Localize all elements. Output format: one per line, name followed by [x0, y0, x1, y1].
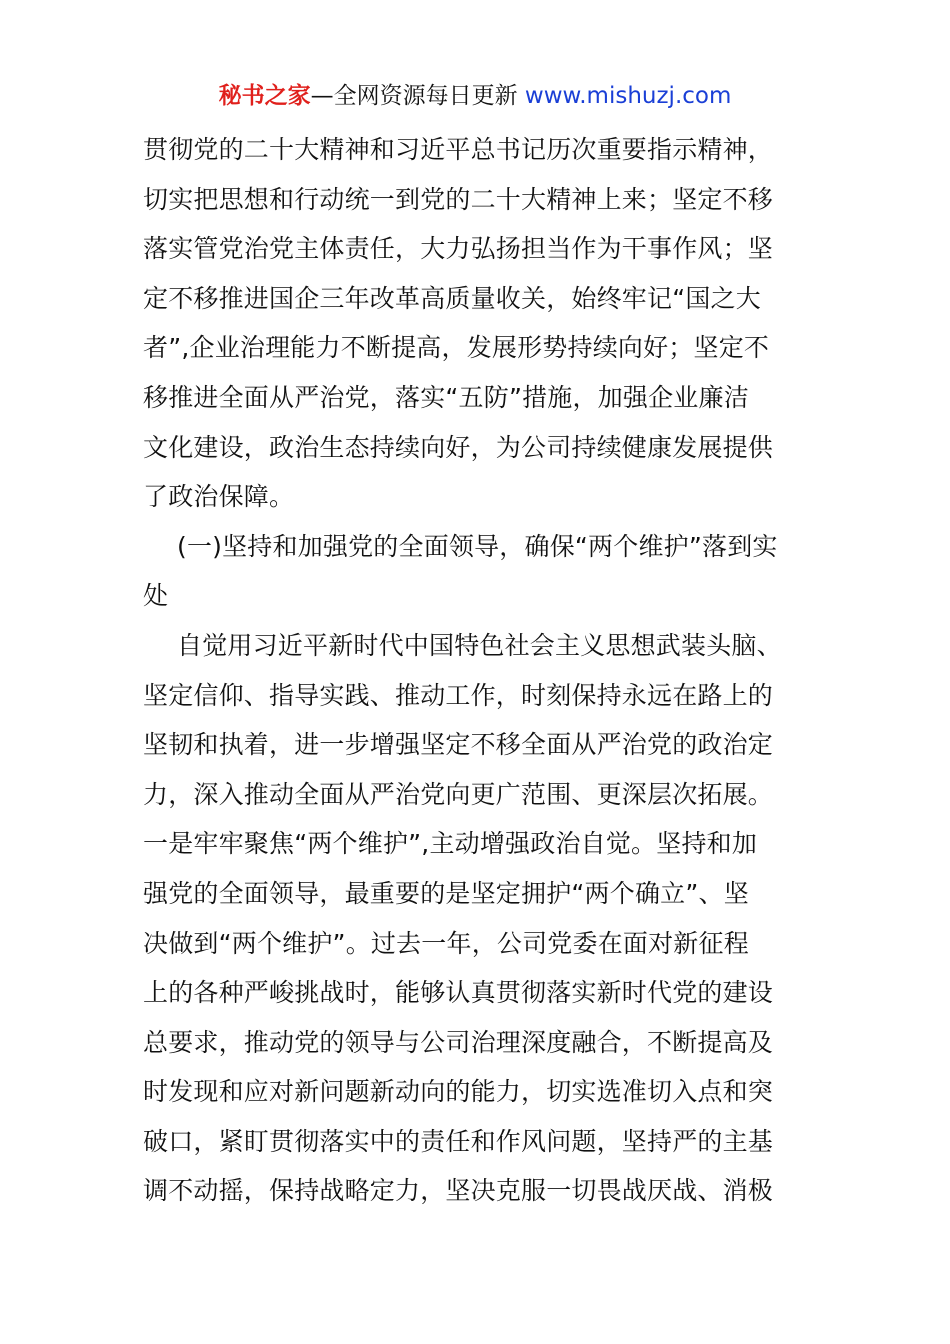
text-line: 力，深入推动全面从严治党向更广范围、更深层次拓展。 — [143, 779, 774, 809]
document-body — [143, 125, 808, 1216]
text-line: (一)坚持和加强党的全面领导，确保“两个维护”落到实 — [177, 531, 778, 561]
text-line: 者”,企业治理能力不断提高，发展形势持续向好；坚定不 — [143, 333, 770, 363]
text-line: 决做到“两个维护”。过去一年，公司党委在面对新征程 — [143, 928, 749, 958]
text-line: 调不动摇，保持战略定力，坚决克服一切畏战厌战、消极 — [143, 1176, 774, 1206]
text-line: 定不移推进国企三年改革高质量收关，始终牢记“国之大 — [143, 283, 761, 313]
text-line: 坚定信仰、指导实践、推动工作，时刻保持永远在路上的 — [143, 680, 774, 710]
text-line: 破口，紧盯贯彻落实中的责任和作风问题，坚持严的主基 — [143, 1126, 774, 1156]
text-line: 坚韧和执着，进一步增强坚定不移全面从严治党的政治定 — [143, 730, 774, 760]
text-line: 贯彻党的二十大精神和习近平总书记历次重要指示精神， — [143, 135, 774, 164]
site-url-link[interactable]: www.mishuzj.com — [524, 83, 732, 109]
text-line: 文化建设，政治生态持续向好，为公司持续健康发展提供 — [143, 432, 774, 462]
text-line: 落实管党治党主体责任，大力弘扬担当作为干事作风；坚 — [143, 234, 774, 264]
text-line: 了政治保障。 — [143, 482, 295, 512]
text-line: 移推进全面从严治党，落实“五防”措施，加强企业廉洁 — [143, 382, 749, 412]
text-line: 切实把思想和行动统一到党的二十大精神上来；坚定不移 — [143, 184, 774, 214]
text-line: 处 — [143, 581, 169, 611]
paragraph — [143, 522, 808, 621]
paragraph — [143, 621, 808, 1216]
site-header — [0, 80, 950, 112]
site-tagline: —全网资源每日更新 — [310, 83, 525, 109]
text-line: 一是牢牢聚焦“两个维护”,主动增强政治自觉。坚持和加 — [143, 829, 758, 859]
text-line: 时发现和应对新问题新动向的能力，切实选准切入点和突 — [143, 1077, 774, 1107]
text-line: 总要求，推动党的领导与公司治理深度融合，不断提高及 — [143, 1027, 774, 1057]
site-brand: 秘书之家 — [218, 83, 311, 109]
text-line: 自觉用习近平新时代中国特色社会主义思想武装头脑、 — [177, 630, 782, 660]
text-line: 上的各种严峻挑战时，能够认真贯彻落实新时代党的建设 — [143, 978, 774, 1008]
text-line: 强党的全面领导，最重要的是坚定拥护“两个确立”、坚 — [143, 878, 749, 908]
paragraph — [143, 125, 808, 522]
